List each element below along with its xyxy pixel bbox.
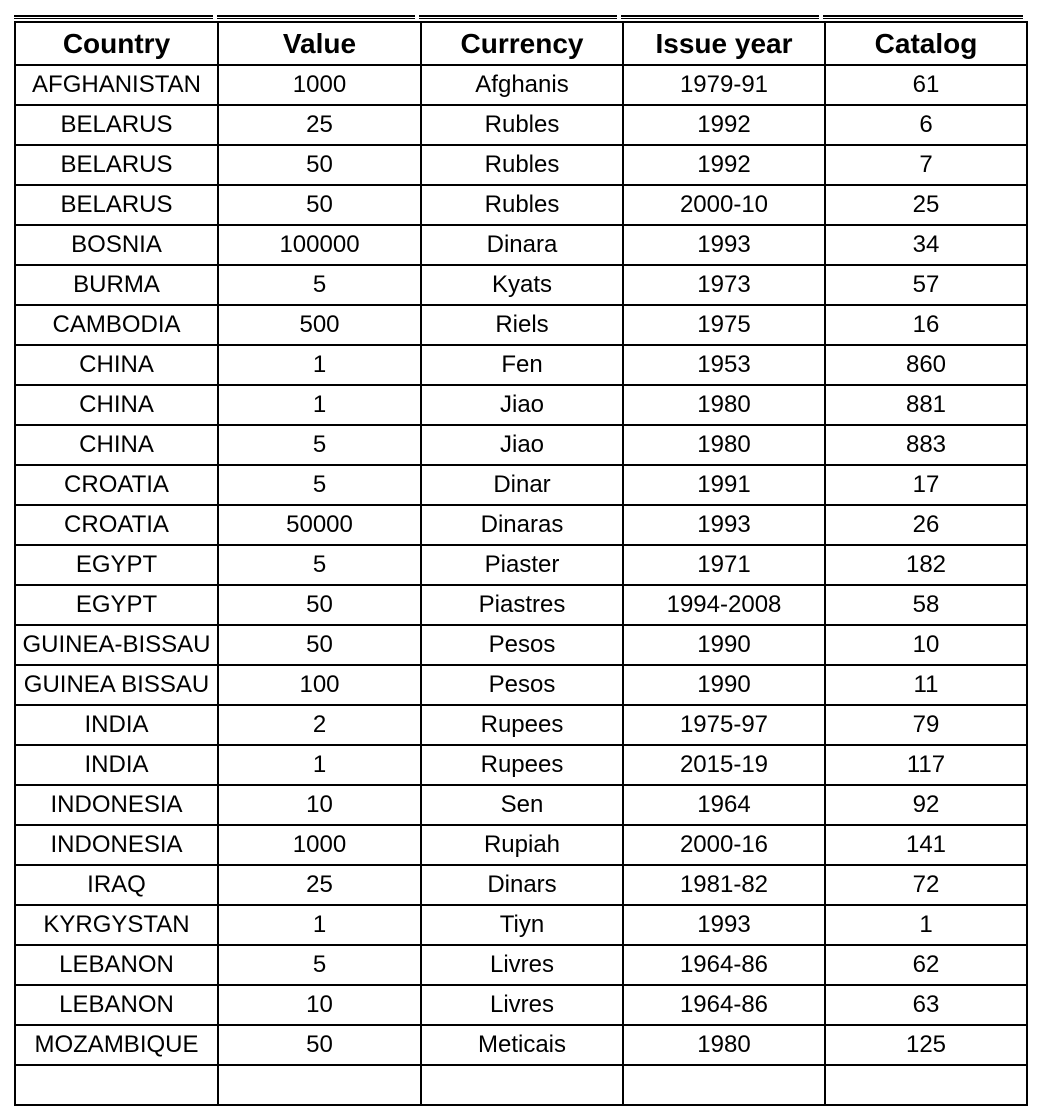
catalog-cell[interactable]: 34 <box>825 225 1027 265</box>
border-segment <box>823 15 1023 19</box>
value-cell[interactable]: 5 <box>218 945 421 985</box>
value-cell[interactable]: 50 <box>218 1025 421 1065</box>
catalog-cell[interactable]: 860 <box>825 345 1027 385</box>
issue-year-cell[interactable]: 1993 <box>623 905 825 945</box>
currency-cell[interactable]: Tiyn <box>421 905 623 945</box>
catalog-cell[interactable]: 182 <box>825 545 1027 585</box>
catalog-cell[interactable]: 6 <box>825 105 1027 145</box>
issue-year-cell[interactable] <box>623 1065 825 1105</box>
table-row <box>15 185 1027 225</box>
value-cell[interactable]: 50 <box>218 185 421 225</box>
table-row <box>15 265 1027 305</box>
table-row <box>15 225 1027 265</box>
catalog-cell[interactable]: 141 <box>825 825 1027 865</box>
country-cell[interactable]: IRAQ <box>15 865 218 905</box>
country-cell[interactable]: MOZAMBIQUE <box>15 1025 218 1065</box>
issue-year-cell[interactable]: 1980 <box>623 425 825 465</box>
table-row <box>15 465 1027 505</box>
currency-cell[interactable]: Dinaras <box>421 505 623 545</box>
currency-cell[interactable]: Dinars <box>421 865 623 905</box>
value-cell[interactable]: 25 <box>218 105 421 145</box>
table-row <box>15 65 1027 105</box>
currency-cell[interactable]: Kyats <box>421 265 623 305</box>
currency-cell[interactable]: Rubles <box>421 105 623 145</box>
value-cell[interactable]: 5 <box>218 545 421 585</box>
border-segment <box>14 15 213 19</box>
value-cell[interactable]: 50 <box>218 625 421 665</box>
catalog-cell[interactable]: 117 <box>825 745 1027 785</box>
currency-cell[interactable]: Livres <box>421 945 623 985</box>
header-issue-year[interactable]: Issue year <box>623 22 825 65</box>
catalog-cell[interactable]: 92 <box>825 785 1027 825</box>
banknote-table <box>14 21 1028 1106</box>
currency-cell[interactable]: Livres <box>421 985 623 1025</box>
table-row <box>15 305 1027 345</box>
table-row <box>15 1025 1027 1065</box>
value-cell[interactable]: 1 <box>218 745 421 785</box>
table-row <box>15 985 1027 1025</box>
currency-cell[interactable]: Pesos <box>421 665 623 705</box>
issue-year-cell[interactable]: 1953 <box>623 345 825 385</box>
catalog-cell[interactable]: 16 <box>825 305 1027 345</box>
catalog-cell[interactable]: 881 <box>825 385 1027 425</box>
table-row <box>15 585 1027 625</box>
table-row <box>15 945 1027 985</box>
value-cell[interactable]: 5 <box>218 425 421 465</box>
country-cell[interactable]: BELARUS <box>15 105 218 145</box>
value-cell[interactable]: 50 <box>218 145 421 185</box>
border-segment <box>419 15 617 19</box>
table-row <box>15 545 1027 585</box>
country-cell[interactable]: INDONESIA <box>15 825 218 865</box>
country-cell[interactable]: LEBANON <box>15 985 218 1025</box>
table-row <box>15 865 1027 905</box>
table-row <box>15 785 1027 825</box>
currency-cell[interactable]: Rupees <box>421 705 623 745</box>
issue-year-cell[interactable]: 1992 <box>623 105 825 145</box>
currency-cell[interactable]: Piastres <box>421 585 623 625</box>
issue-year-cell[interactable]: 2000-10 <box>623 185 825 225</box>
currency-cell[interactable]: Pesos <box>421 625 623 665</box>
country-cell[interactable]: BOSNIA <box>15 225 218 265</box>
border-segment <box>621 15 819 19</box>
catalog-cell[interactable]: 61 <box>825 65 1027 105</box>
value-cell[interactable]: 1 <box>218 385 421 425</box>
issue-year-cell[interactable]: 1981-82 <box>623 865 825 905</box>
header-country[interactable]: Country <box>15 22 218 65</box>
currency-cell[interactable]: Rubles <box>421 185 623 225</box>
currency-cell[interactable]: Piaster <box>421 545 623 585</box>
value-cell[interactable]: 1000 <box>218 65 421 105</box>
issue-year-cell[interactable]: 1980 <box>623 1025 825 1065</box>
issue-year-cell[interactable]: 2015-19 <box>623 745 825 785</box>
value-cell[interactable]: 10 <box>218 785 421 825</box>
catalog-cell[interactable]: 7 <box>825 145 1027 185</box>
country-cell[interactable]: CHINA <box>15 385 218 425</box>
table-row <box>15 105 1027 145</box>
currency-cell[interactable]: Jiao <box>421 425 623 465</box>
value-cell[interactable]: 100000 <box>218 225 421 265</box>
value-cell[interactable]: 1 <box>218 905 421 945</box>
country-cell[interactable]: INDONESIA <box>15 785 218 825</box>
table-row <box>15 505 1027 545</box>
issue-year-cell[interactable]: 1973 <box>623 265 825 305</box>
issue-year-cell[interactable]: 1964 <box>623 785 825 825</box>
catalog-cell[interactable] <box>825 1065 1027 1105</box>
table-row <box>15 905 1027 945</box>
currency-cell[interactable]: Riels <box>421 305 623 345</box>
value-cell[interactable] <box>218 1065 421 1105</box>
value-cell[interactable]: 50 <box>218 585 421 625</box>
issue-year-cell[interactable]: 1990 <box>623 665 825 705</box>
issue-year-cell[interactable]: 1975-97 <box>623 705 825 745</box>
value-cell[interactable]: 100 <box>218 665 421 705</box>
catalog-cell[interactable]: 1 <box>825 905 1027 945</box>
table-row <box>15 385 1027 425</box>
currency-cell[interactable]: Dinar <box>421 465 623 505</box>
catalog-cell[interactable]: 10 <box>825 625 1027 665</box>
table-row <box>15 665 1027 705</box>
currency-cell[interactable]: Rubles <box>421 145 623 185</box>
catalog-cell[interactable]: 58 <box>825 585 1027 625</box>
currency-cell[interactable]: Dinara <box>421 225 623 265</box>
table-row <box>15 705 1027 745</box>
catalog-cell[interactable]: 57 <box>825 265 1027 305</box>
issue-year-cell[interactable]: 1971 <box>623 545 825 585</box>
country-cell[interactable]: EGYPT <box>15 585 218 625</box>
country-cell[interactable]: GUINEA BISSAU <box>15 665 218 705</box>
catalog-cell[interactable]: 17 <box>825 465 1027 505</box>
issue-year-cell[interactable]: 1993 <box>623 505 825 545</box>
value-cell[interactable]: 5 <box>218 465 421 505</box>
country-cell[interactable]: CROATIA <box>15 465 218 505</box>
value-cell[interactable]: 1 <box>218 345 421 385</box>
table-row <box>15 745 1027 785</box>
country-cell[interactable]: KYRGYSTAN <box>15 905 218 945</box>
country-cell[interactable]: INDIA <box>15 745 218 785</box>
country-cell[interactable]: CROATIA <box>15 505 218 545</box>
value-cell[interactable]: 25 <box>218 865 421 905</box>
country-cell[interactable]: GUINEA-BISSAU <box>15 625 218 665</box>
currency-cell[interactable]: Meticais <box>421 1025 623 1065</box>
value-cell[interactable]: 2 <box>218 705 421 745</box>
header-row <box>15 22 1027 65</box>
issue-year-cell[interactable]: 1991 <box>623 465 825 505</box>
country-cell[interactable]: CHINA <box>15 425 218 465</box>
spreadsheet <box>14 15 1026 1106</box>
issue-year-cell[interactable]: 1994-2008 <box>623 585 825 625</box>
catalog-cell[interactable]: 125 <box>825 1025 1027 1065</box>
catalog-cell[interactable]: 79 <box>825 705 1027 745</box>
value-cell[interactable]: 10 <box>218 985 421 1025</box>
country-cell[interactable] <box>15 1065 218 1105</box>
issue-year-cell[interactable]: 1975 <box>623 305 825 345</box>
issue-year-cell[interactable]: 1990 <box>623 625 825 665</box>
table-row <box>15 345 1027 385</box>
issue-year-cell[interactable]: 1979-91 <box>623 65 825 105</box>
country-cell[interactable]: CAMBODIA <box>15 305 218 345</box>
country-cell[interactable]: INDIA <box>15 705 218 745</box>
currency-cell[interactable] <box>421 1065 623 1105</box>
issue-year-cell[interactable]: 1980 <box>623 385 825 425</box>
country-cell[interactable]: BELARUS <box>15 185 218 225</box>
currency-cell[interactable]: Afghanis <box>421 65 623 105</box>
currency-cell[interactable]: Sen <box>421 785 623 825</box>
issue-year-cell[interactable]: 2000-16 <box>623 825 825 865</box>
issue-year-cell[interactable]: 1964-86 <box>623 985 825 1025</box>
catalog-cell[interactable]: 883 <box>825 425 1027 465</box>
country-cell[interactable]: AFGHANISTAN <box>15 65 218 105</box>
catalog-cell[interactable]: 11 <box>825 665 1027 705</box>
catalog-cell[interactable]: 63 <box>825 985 1027 1025</box>
value-cell[interactable]: 50000 <box>218 505 421 545</box>
value-cell[interactable]: 1000 <box>218 825 421 865</box>
country-cell[interactable]: BURMA <box>15 265 218 305</box>
country-cell[interactable]: BELARUS <box>15 145 218 185</box>
header-value[interactable]: Value <box>218 22 421 65</box>
table-row <box>15 825 1027 865</box>
currency-cell[interactable]: Rupiah <box>421 825 623 865</box>
table-row <box>15 145 1027 185</box>
table-row <box>15 625 1027 665</box>
table-row <box>15 1065 1027 1105</box>
header-currency[interactable]: Currency <box>421 22 623 65</box>
border-segment <box>217 15 415 19</box>
catalog-cell[interactable]: 72 <box>825 865 1027 905</box>
catalog-cell[interactable]: 26 <box>825 505 1027 545</box>
catalog-cell[interactable]: 62 <box>825 945 1027 985</box>
currency-cell[interactable]: Rupees <box>421 745 623 785</box>
currency-cell[interactable]: Jiao <box>421 385 623 425</box>
currency-cell[interactable]: Fen <box>421 345 623 385</box>
issue-year-cell[interactable]: 1993 <box>623 225 825 265</box>
country-cell[interactable]: LEBANON <box>15 945 218 985</box>
issue-year-cell[interactable]: 1964-86 <box>623 945 825 985</box>
value-cell[interactable]: 500 <box>218 305 421 345</box>
header-catalog[interactable]: Catalog <box>825 22 1027 65</box>
table-body <box>15 65 1027 1105</box>
country-cell[interactable]: CHINA <box>15 345 218 385</box>
country-cell[interactable]: EGYPT <box>15 545 218 585</box>
value-cell[interactable]: 5 <box>218 265 421 305</box>
table-row <box>15 425 1027 465</box>
issue-year-cell[interactable]: 1992 <box>623 145 825 185</box>
catalog-cell[interactable]: 25 <box>825 185 1027 225</box>
